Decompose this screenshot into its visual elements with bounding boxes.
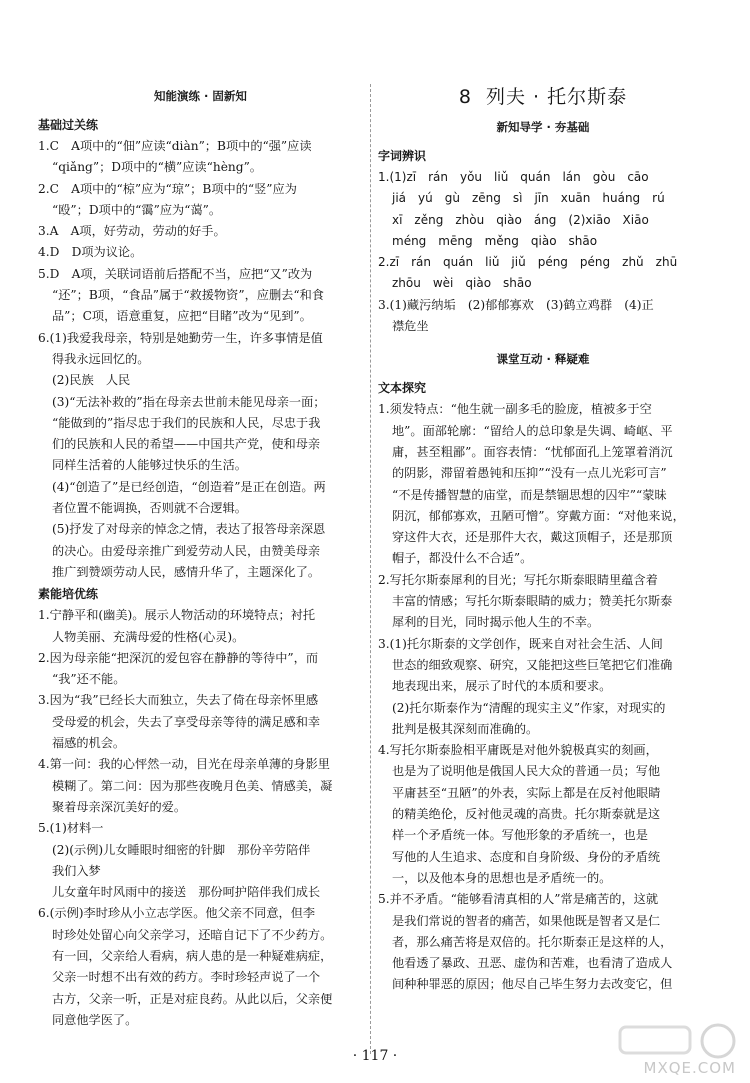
answer-line: 4.写托尔斯泰脸相平庸既是对他外貌极真实的刻画， xyxy=(378,743,658,758)
answer-line: xī zěng zhòu qiào áng (2)xiāo Xiāo xyxy=(392,212,649,227)
answer-line: 帽子，都没什么不合适”。 xyxy=(392,551,533,566)
subheading-vocab: 字词辨识 xyxy=(378,149,427,163)
page-number: · 117 · xyxy=(352,1048,398,1064)
section-title-intro: 新知导学 · 夯基础 xyxy=(496,120,590,134)
answer-line: “不是传播智慧的庙堂，而是禁锢思想的囚牢”“蒙昧 xyxy=(392,487,667,502)
answer-line: 父亲一时想不出有效的药方。李时珍轻声说了一个 xyxy=(52,970,321,985)
answer-line: 批判是极其深刻而准确的。 xyxy=(392,721,539,736)
answer-line: “能做到的”指尽忠于我们的民族和人民，尽忠于我 xyxy=(52,415,321,430)
answer-line: 5.D A项，关联词语前后搭配不当，应把“又”改为 xyxy=(38,266,313,281)
answer-line: 样一个矛盾统一体。写他形象的矛盾统一，也是 xyxy=(392,828,648,843)
quality-answer-list xyxy=(38,605,363,1031)
answer-line: 同意他学医了。 xyxy=(52,1012,138,1027)
answer-line: 的阴影，滞留着愚钝和压抑”“没有一点儿光彩可言” xyxy=(392,466,667,481)
answer-line: “我”还不能。 xyxy=(52,672,126,687)
answer-line: 穿这件大衣，还是那件大衣，戴这顶帽子，还是那顶 xyxy=(392,530,673,545)
answer-line: 6.(示例)李时珍从小立志学医。他父亲不同意，但李 xyxy=(38,906,316,921)
answer-line: 地表现出来，展示了时代的本质和要求。 xyxy=(392,679,612,694)
answer-line: 庸，甚至粗鄙”。面容表情：“忧郁面孔上笼罩着消沉 xyxy=(392,444,673,459)
answer-line: 古方，父亲一听，正是对症良药。从此以后，父亲便 xyxy=(52,991,333,1006)
answer-line: 有一回，父亲给人看病，病人患的是一种疑难病症， xyxy=(52,948,333,963)
subheading-text: 文本探究 xyxy=(378,381,427,396)
answer-line: 犀利的目光，同时揭示他人生的不幸。 xyxy=(392,615,600,630)
answer-line: 是我们常说的智者的痛苦，如果他既是智者又是仁 xyxy=(392,913,661,928)
answer-line: 者位置不能调换，否则就不合逻辑。 xyxy=(52,501,247,516)
answer-line: (5)抒发了对母亲的悼念之情，表达了报答母亲深恩 xyxy=(52,522,326,537)
lesson-heading xyxy=(378,82,708,109)
text-answer-list xyxy=(378,399,708,995)
answer-line: 3.A A项，好劳动，劳动的好手。 xyxy=(38,224,226,239)
answer-line: 6.(1)我爱我母亲，特别是她勤劳一生，许多事情是值 xyxy=(38,330,323,345)
answer-line: 2.写托尔斯泰犀利的目光；写托尔斯泰眼睛里蕴含着 xyxy=(378,572,658,587)
subheading-basic: 基础过关练 xyxy=(38,118,99,132)
answer-line: (4)“创造了”是已经创造，“创造着”是正在创造。两 xyxy=(52,479,326,494)
answer-line: 福感的机会。 xyxy=(52,736,126,751)
answer-line: 者，那么痛苦将是双倍的。托尔斯泰正是这样的人， xyxy=(392,934,673,949)
answer-line: 3.(1)托尔斯泰的文学创作，既来自对社会生活、人间 xyxy=(378,636,663,651)
answer-line: 1.(1)zī rán yǒu liǔ quán lán gòu cāo xyxy=(378,170,649,184)
subheading-quality: 素能培优练 xyxy=(38,587,99,602)
answer-line: 聚着母亲深沉美好的爱。 xyxy=(52,799,187,814)
answer-line: (2)托尔斯泰作为“清醒的现实主义”作家，对现实的 xyxy=(392,700,666,715)
right-column xyxy=(378,84,708,996)
answer-line: 4.D D项为议论。 xyxy=(38,245,143,260)
answer-line: 世态的细致观察、研究，又能把这些巨笔把它们准确 xyxy=(392,657,673,672)
answer-line: 品”；C项，语意重复，应把“目睹”改为“见到”。 xyxy=(52,309,312,324)
section-title-practice: 知能演练 · 固新知 xyxy=(154,89,247,103)
answer-line: 也是为了说明他是俄国人民大众的普通一员；写他 xyxy=(392,764,661,779)
answer-line: (2)民族 人民 xyxy=(52,373,131,388)
answer-line: 5.(1)材料一 xyxy=(38,821,104,836)
answer-line: 1.C A项中的“佃”应读“diàn”；B项中的“强”应读 xyxy=(38,139,312,153)
vocab-line-3: 3.(1)藏污纳垢 (2)郁郁寡欢 (3)鹤立鸡群 (4)正 xyxy=(378,297,654,312)
answer-line: 儿女童年时风雨中的接送 那份呵护陪伴我们成长 xyxy=(52,885,321,900)
vocab-line-3b: 襟危坐 xyxy=(392,319,429,334)
answer-line: (3)“无法补救的”指在母亲去世前未能见母亲一面； xyxy=(52,394,326,409)
answer-line: 同样生活着的人能够过快乐的生活。 xyxy=(52,458,247,473)
answer-line: 1.须发特点：“他生就一副多毛的脸庞，植被多于空 xyxy=(378,402,652,417)
answer-line: 的决心。由爱母亲推广到爱劳动人民，由赞美母亲 xyxy=(52,543,321,558)
answer-line: 们的民族和人民的希望——中国共产党，使和母亲 xyxy=(52,437,321,452)
answer-line: 丰富的情感；写托尔斯泰眼睛的威力；赞美托尔斯泰 xyxy=(392,594,673,609)
answer-line: 推广到赞颂劳动人民，感情升华了，主题深化了。 xyxy=(52,564,321,579)
answer-line: “还”；B项，“食品”属于“救援物资”，应删去“和食 xyxy=(52,288,324,303)
answer-line: 模糊了。第二问：因为那些夜晚月色美、情感美，凝 xyxy=(52,778,333,793)
answer-line: “qiǎng”；D项中的“横”应读“hèng”。 xyxy=(52,160,262,175)
answer-line: 平庸甚至“丑陋”的外表，实际上都是在反衬他眼睛 xyxy=(392,785,661,800)
lesson-number: 8 xyxy=(458,86,472,108)
basic-answer-list xyxy=(38,136,363,583)
answer-line: 2.C A项中的“椋”应为“琼”；B项中的“竖”应为 xyxy=(38,181,297,196)
answer-line: 阴沉，郁郁寡欢，丑陋可憎”。穿戴方面：“对他来说， xyxy=(392,508,685,523)
answer-line: méng mēng měng qiào shāo xyxy=(392,233,598,248)
answer-line: 得我永远回忆的。 xyxy=(52,351,150,366)
answer-line: “殴”；D项中的“霭”应为“蔼”。 xyxy=(52,202,222,217)
vocab-answer-list xyxy=(378,167,708,295)
answer-line: 受母爱的机会，失去了享受母亲等待的满足感和幸 xyxy=(52,714,321,729)
answer-line: 5.并不矛盾。“能够看清真相的人”常是痛苦的，这就 xyxy=(378,892,659,907)
answer-line: 写他的人生追求、态度和自身阶级、身份的矛盾统 xyxy=(392,849,661,864)
answer-line: 2.zī rán quán liǔ jiǔ péng péng zhǔ zhū xyxy=(378,255,678,270)
answer-line: 2.因为母亲能“把深沉的爱包容在静静的等待中”，而 xyxy=(38,650,319,665)
column-divider xyxy=(370,84,371,1054)
answer-line: (2)(示例)儿女睡眼时细密的针脚 那份辛劳陪伴 xyxy=(52,842,311,857)
answer-line: 他看透了暴政、丑恶、虚伪和苦难，也看清了造成人 xyxy=(392,956,673,971)
answer-line: 人物美丽、充满母爱的性格(心灵)。 xyxy=(52,629,245,644)
answer-line: 一，以及他本身的思想也是矛盾统一的。 xyxy=(392,870,612,885)
left-column xyxy=(38,84,363,1031)
lesson-title: 列夫 · 托尔斯泰 xyxy=(485,86,628,108)
answer-line: 1.宁静平和(幽美)。展示人物活动的环境特点；衬托 xyxy=(38,608,316,623)
answer-line: 的精美绝伦，反衬他灵魂的高贵。托尔斯泰就是这 xyxy=(392,807,661,822)
answer-line: 时珍处处留心向父亲学习，还暗自记下了不少药方。 xyxy=(52,927,333,942)
answer-line: 地”。面部轮廓：“留给人的总印象是失调、崎岖、平 xyxy=(392,423,673,438)
answer-line: 4.第一问：我的心怦然一动，目光在母亲单薄的身影里 xyxy=(38,757,330,772)
answer-line: 3.因为“我”已经长大而独立，失去了倚在母亲怀里感 xyxy=(38,693,319,708)
watermark-text: MXQE.COM xyxy=(643,1059,736,1077)
answer-line: 间种种罪恶的原因；他尽自己毕生努力去改变它，但 xyxy=(392,977,673,992)
answer-line: jiá yú gù zēng sì jīn xuān huáng rú xyxy=(392,191,665,206)
answer-line: 我们入梦 xyxy=(52,863,101,878)
section-title-class: 课堂互动 · 释疑难 xyxy=(496,352,590,367)
answer-line: zhōu wèi qiào shāo xyxy=(392,276,532,291)
